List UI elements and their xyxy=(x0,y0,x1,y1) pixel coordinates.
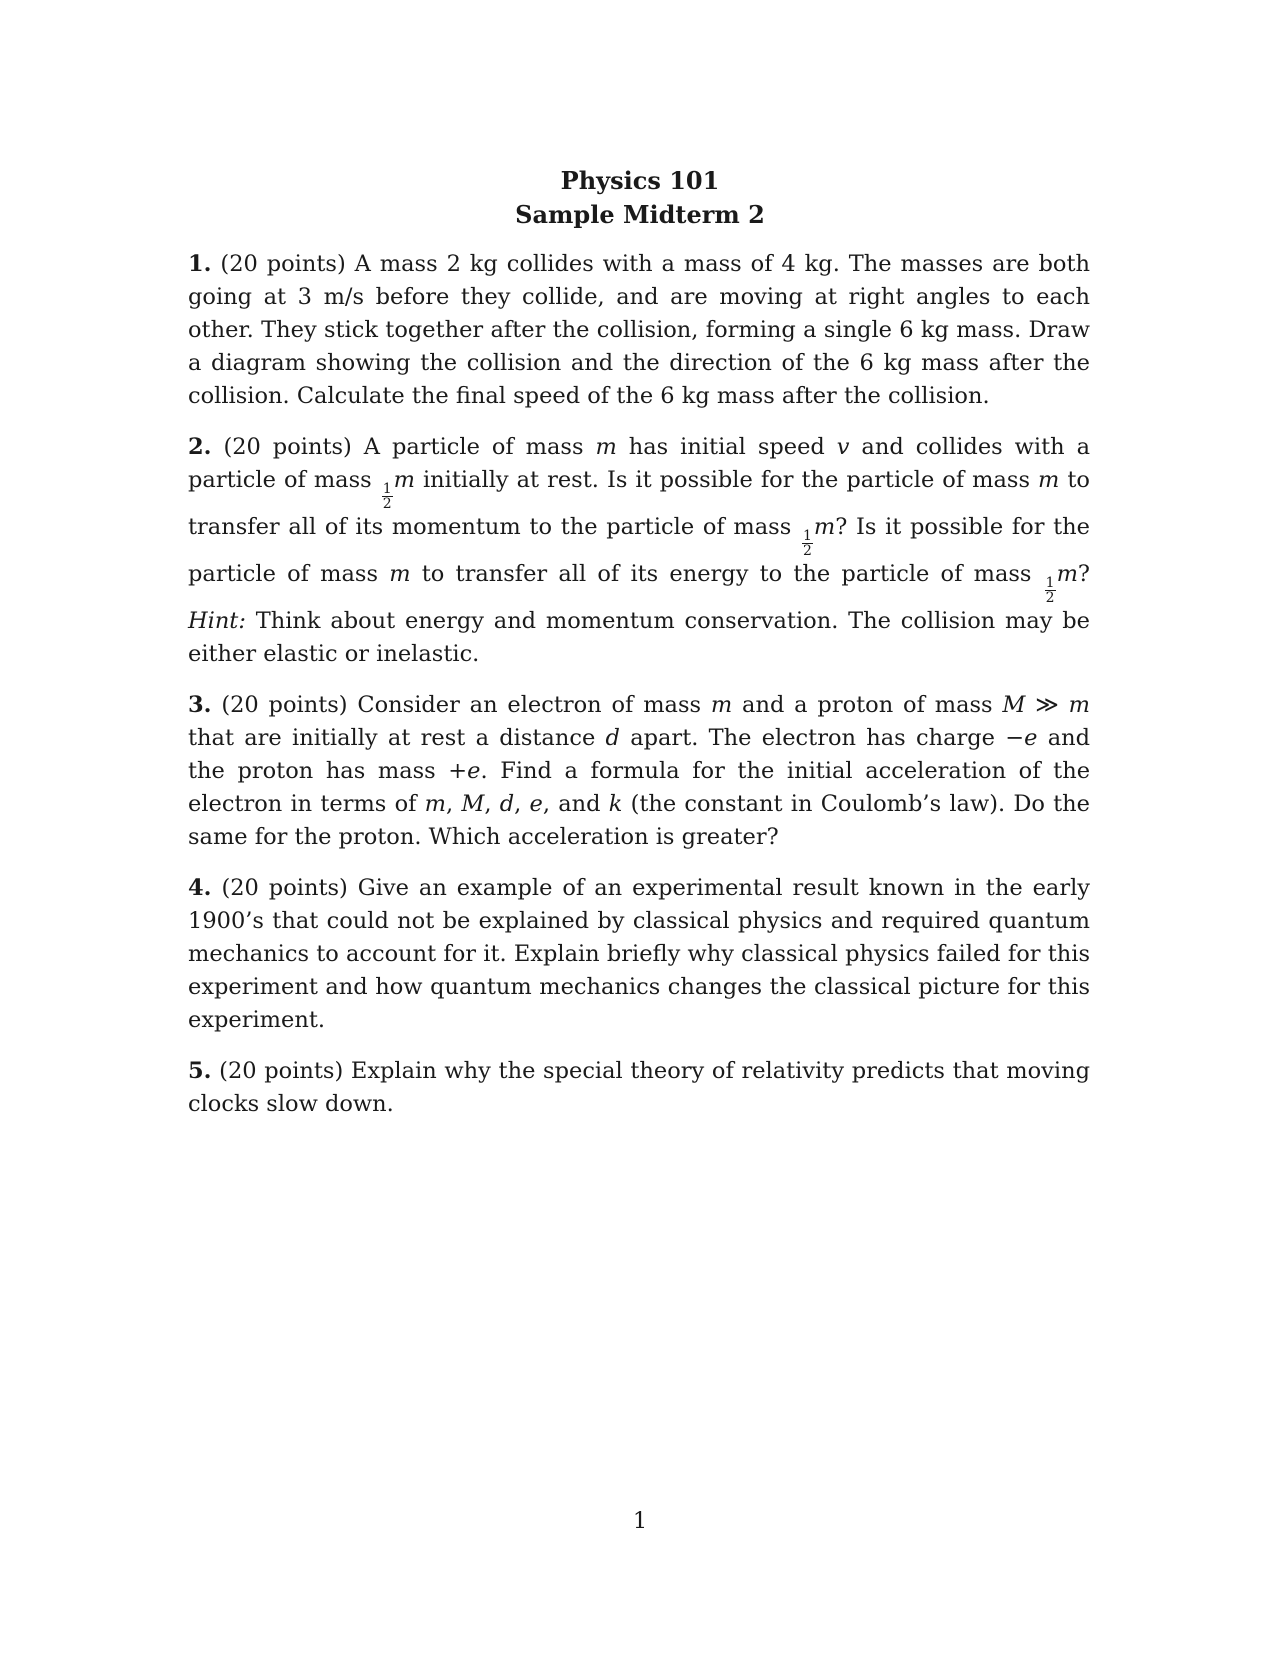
fraction-denominator: 2 xyxy=(802,542,812,559)
math-symbol: m xyxy=(710,691,733,718)
problem-number: 1. xyxy=(188,251,212,277)
math-symbol: M xyxy=(1002,691,1026,718)
problem-text: (20 points) Consider an electron of mass xyxy=(211,691,711,718)
math-symbol: d xyxy=(605,724,620,751)
problem-text: (20 points) Give an example of an experimental result known in the early 1900’s that could not be explained by classical physics and required quantum mechanics to account for it. Explain briefly why classical physics failed for this experiment and how quantum mechanics changes the classical picture for this experiment. xyxy=(188,874,1090,1033)
problem-text: . Find a formula for the initial acceleration of the electron in terms of xyxy=(188,757,1091,817)
math-symbol: m xyxy=(424,790,446,817)
math-symbol: m xyxy=(389,560,411,587)
fraction-numerator: 1 xyxy=(1045,574,1055,591)
math-symbol: m xyxy=(393,467,415,493)
problem-text: to transfer all of its momentum to the particle of mass xyxy=(188,467,1090,540)
problem-text: (20 points) A mass 2 kg collides with a mass of 4 kg. The masses are both going at 3 m/s before they collide, and are moving at right angles to each other. They stick together after the collision, forming a single 6 kg mass. Draw a diagram showing the collision and the direction of the 6 kg mass after the collision. Calculate the final speed of the 6 kg mass after the collision. xyxy=(188,251,1090,409)
problem-text: ? Is it possible for the particle of mass xyxy=(188,513,1090,587)
math-symbol: m xyxy=(595,434,617,460)
problem-text: , xyxy=(484,790,500,817)
problem-number: 5. xyxy=(188,1057,212,1084)
math-symbol: d xyxy=(499,790,515,817)
problem-text: , xyxy=(446,790,462,817)
fraction-denominator: 2 xyxy=(382,495,392,512)
problem-text: Think about energy and momentum conservation. The collision may be either elastic or inelastic. xyxy=(188,607,1090,667)
math-symbol: e xyxy=(467,757,481,784)
problem-text: and a proton of mass xyxy=(732,691,1003,718)
problem-3 xyxy=(188,689,1090,854)
fraction-one-half xyxy=(1045,576,1056,605)
problem-text: , and xyxy=(542,790,609,817)
problem-text: ? xyxy=(1077,560,1090,587)
fraction-denominator: 2 xyxy=(1045,589,1055,606)
math-symbol: v xyxy=(836,434,850,460)
problem-number: 2. xyxy=(188,434,212,460)
math-symbol: k xyxy=(608,790,623,817)
title-block xyxy=(0,164,1280,232)
problem-list xyxy=(188,248,1090,1139)
math-symbol: e xyxy=(1024,724,1038,751)
problem-text: that are initially at rest a distance xyxy=(188,724,606,751)
problem-text: initially at rest. Is it possible for the particle of mass xyxy=(414,467,1039,493)
problem-text: (20 points) Explain why the special theory of relativity predicts that moving clocks slow down. xyxy=(188,1057,1090,1117)
fraction-one-half xyxy=(382,482,393,511)
math-symbol: m xyxy=(813,513,836,540)
math-symbol: M xyxy=(461,790,485,817)
fraction-numerator: 1 xyxy=(382,480,392,497)
math-symbol: m xyxy=(1038,467,1060,493)
problem-4 xyxy=(188,872,1090,1037)
math-symbol: m xyxy=(1068,691,1091,718)
problem-text: (the constant in Coulomb’s law). Do the same for the proton. Which acceleration is greater? xyxy=(188,790,1090,850)
problem-5 xyxy=(188,1055,1090,1121)
problem-text: apart. The electron has charge − xyxy=(619,724,1025,751)
math-symbol: m xyxy=(1056,560,1078,587)
problem-text: has initial speed xyxy=(616,434,837,460)
problem-text: (20 points) A particle of mass xyxy=(211,434,596,460)
problem-2 xyxy=(188,431,1090,671)
math-operator: ≫ xyxy=(1025,691,1069,718)
fraction-one-half xyxy=(802,529,813,558)
problem-1 xyxy=(188,248,1090,413)
problem-text: and the proton has mass + xyxy=(188,724,1090,784)
problem-number: 4. xyxy=(188,874,212,901)
problem-text: , xyxy=(514,790,530,817)
course-title: Physics 101 xyxy=(560,166,720,195)
problem-text: to transfer all of its energy to the particle of mass xyxy=(410,560,1043,587)
math-symbol: e xyxy=(529,790,543,817)
problem-number: 3. xyxy=(188,691,212,718)
hint-label: Hint: xyxy=(188,607,246,634)
fraction-numerator: 1 xyxy=(802,527,812,544)
problem-text: and collides with a particle of mass xyxy=(188,434,1090,493)
page-number: 1 xyxy=(632,1508,648,1534)
exam-title: Sample Midterm 2 xyxy=(515,200,765,229)
